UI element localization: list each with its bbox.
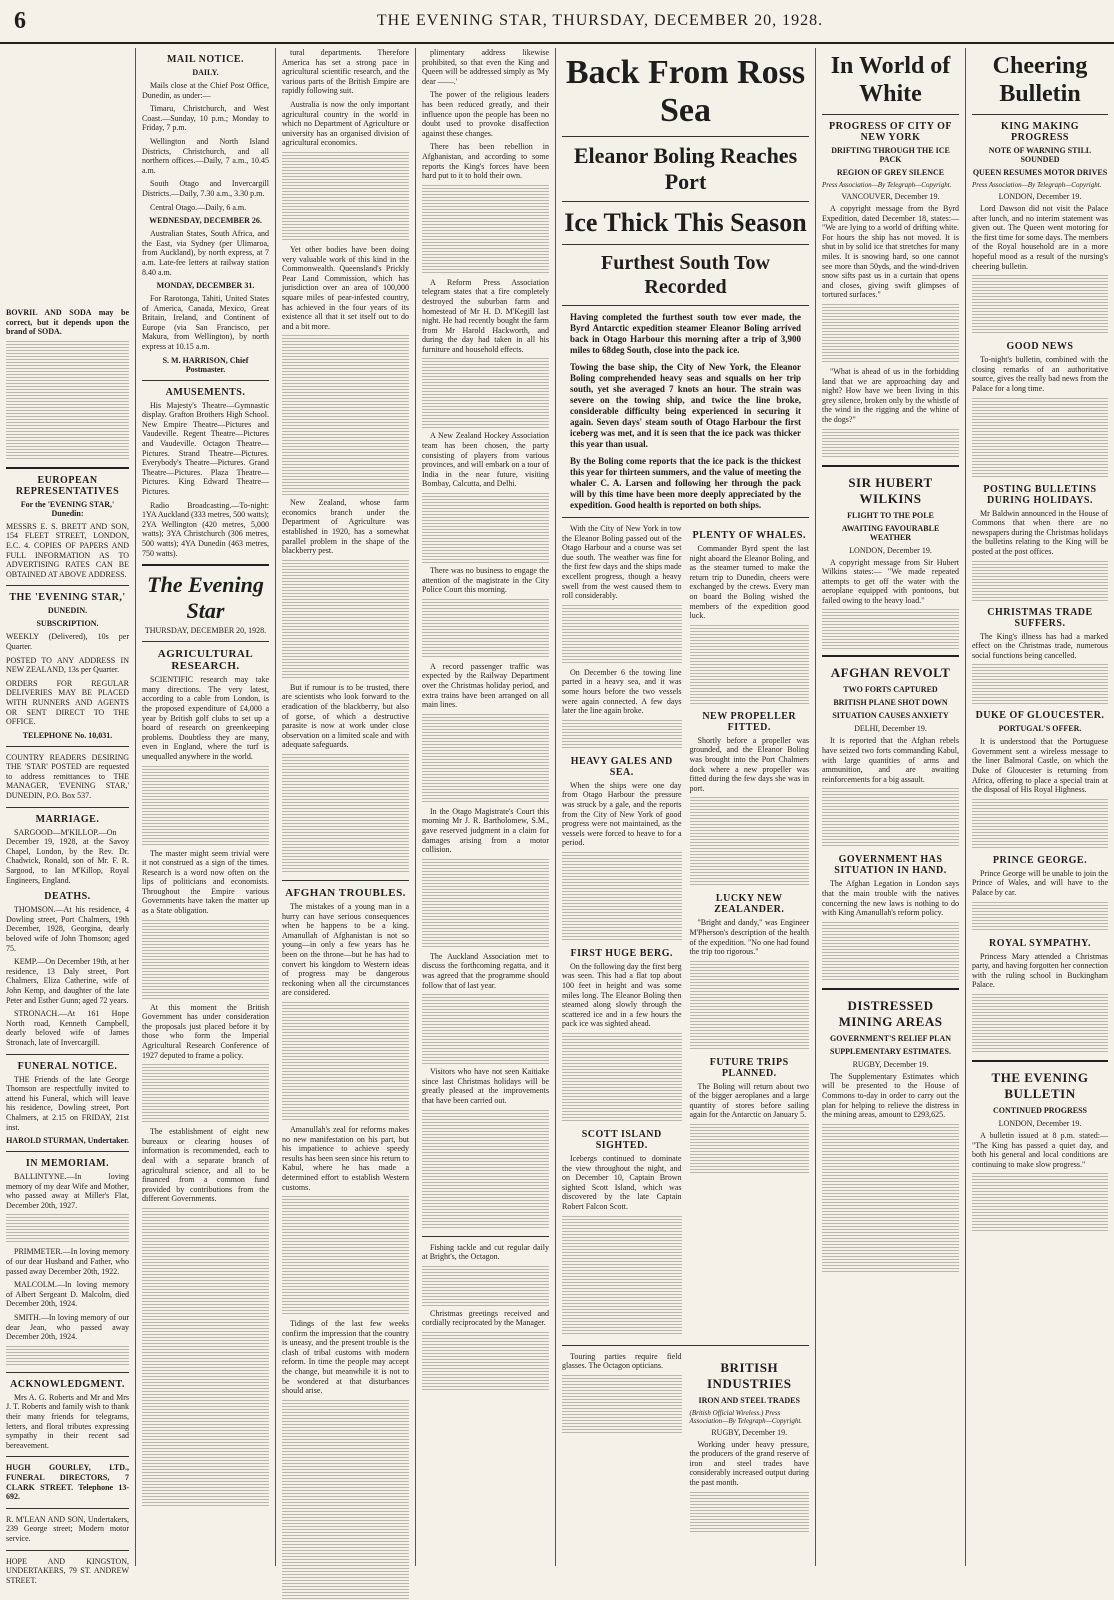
heavy-gales-heading: HEAVY GALES AND SEA. [570,755,673,778]
deaths-heading: DEATHS. [44,891,91,903]
story-paragraph: "Bright and dandy," was Engineer M'Pherson's description of the health of the expedition. "No one had found the trip too rigorous." [689,918,809,957]
column-cables-2 [966,48,1114,1566]
page-masthead [0,0,1114,44]
future-trips-heading: FUTURE TRIPS PLANNED. [709,1056,789,1079]
cable-paragraph: A copyright message from the Byrd Expedition, dated December 18, states:— "We are lying to a world of drifting white. For hours the ship has not moved. It is shut in by solid ice that stretches for many miles. It is snowing hard, so one cannot see more than 50yds, and the wind-driven snow sifts past us in a curtain that opens and closes, giving swift glimpses of tortured surfaces." [822,204,959,300]
running-head: THE EVENING STAR, THURSDAY, DECEMBER 20, 1928. [376,12,824,29]
story-paragraph: Commander Byrd spent the last night aboard the Eleanor Boling, and as the steamer turned to make the return trip to Dunedin, cheers were exchanged by the crews. Every man on board the Boling wished the members of the expedition good luck. [689,544,809,621]
editorial-paragraph: Yet other bodies have been doing very valuable work of this kind in the Commonwealth. Queensland's Prickly Pear Land Commission, which has jurisdiction over an area of 100,000 square miles of pear-infested country, has achieved in the four years of its existence all that it set itself out to do and a bit more. [282,244,409,331]
dateline: VANCOUVER, December 19. [841,192,940,201]
weather-sub: AWAITING FAVOURABLE WEATHER [841,523,940,542]
european-reps-heading: EUROPEAN REPRESENTATIVES [15,474,120,497]
marriage-notice: SARGOOD—M'KILLOP.—On December 19, 1928, at the Savoy Chapel, London, by the Rev. Dr. Chadwick, Ronald, son of Mr. F. R. Sargood, to Ian M'Killop, Royal Engineers, England. [6,827,129,885]
column-notices-editorial [136,48,276,1566]
editorial-paragraph: Tidings of the last few weeks confirm the impression that the country is uneasy, and the present trouble is the clash of tribal customs with modern reform. In time the people may accept the change, but meanwhile it is not to be wondered at that disturbances should arise. [282,1319,409,1396]
funeral-notice: THE Friends of the late George Thomson are respectfully invited to attend his Funeral, which will leave his residence, Dowling street, Port Chalmers, at 2.15 on FRIDAY, 21st inst. [6,1074,129,1132]
mail-paragraph: Central Otago.—Daily, 6 a.m. [150,202,247,212]
headline-primary: Back From Ross Sea [565,54,806,129]
mclean-ad: R. M'LEAN AND SON, Undertakers, 239 George street; Modern motor service. [6,1514,129,1543]
evening-star-sub: DUNEDIN. [47,606,88,616]
dateline: DELHI, December 19. [854,724,927,734]
dateline: RUGBY, December 19. [711,1427,788,1437]
news-paragraph: A Reform Press Association telegram states that a fire completely destroyed the suburban farm and homestead of Mr H. D. M'Kegill last night. He had recently bought the farm from Mr Harold Hackworth, and during the day had taken in all his furniture and household effects. [422,277,549,354]
mail-paragraph: Australian States, South Africa, and the East, via Sydney (per Ulimaroa, from Auckland), by north express, at 7 a.m. Late-fee letters at railway station 8.40 a.m. [142,229,269,277]
news-paragraph: Visitors who have not seen Kaitiake since last Christmas holidays will be greatly pleased at the improvements that have been carried out. [422,1067,549,1105]
story-paragraph: On December 6 the towing line parted in a heavy sea, and it was some hours before the two vessels were again connected. A few days later the line again broke. [562,667,682,716]
lead-paragraph: Having completed the furthest south tow ever made, the Byrd Antarctic expedition steamer Eleanor Boling arrived back in Otago Harbour this morning after a trip of 3,900 miles to 68deg South, close into the pack ice. [570,312,801,355]
editorial-paragraph: The establishment of eight new bureaux or clearing houses of information is recommended, each to deal with a separate branch of agricultural science, and all to be financed from a common fund provided by contributions from the different Governments. [142,1127,269,1204]
wednesday-heading: WEDNESDAY, DECEMBER 26. [149,216,262,226]
cable-paragraph: The Supplementary Estimates which will be presented to the House of Commons to-day in order to carry out the plan for helping to relieve the distress in the mining areas, amount to £293,625. [822,1071,959,1120]
story-paragraph: The Boling will return about two of the bigger aeroplanes and a large quantity of stores before sailing again for the Antarctic on January 5. [689,1081,809,1120]
british-industries-heading: BRITISH INDUSTRIES [707,1359,792,1391]
editorial-paragraph: But if rumour is to be trusted, there are scientists who look forward to the eradication of the blackberry, but also of gorse, of which a destructive parasite is now at work under close observation on a limited scale and with adequate safeguards. [282,682,409,750]
press-credit: Press Association—By Telegraph—Copyright. [822,181,952,189]
editorial-paragraph: The master might seem trivial were it not construed as a sign of the times. Research is a word now often on the lips of politicians and economists. Throughout the Empire various Governments have taken the matter up as a State obligation. [142,848,269,916]
editorial-paragraph: tural departments. Therefore America has set a strong pace in agricultural scientific research, and the various parts of the British Empire are rapidly following suit. [282,48,409,96]
monday-heading: MONDAY, DECEMBER 31. [156,281,255,291]
subscription-heading: SUBSCRIPTION. [36,619,99,629]
memoriam-notice: BALLINTYNE.—In loving memory of my dear Wife and Mother, who passed away at Miller's Flat, December 20th, 1927. [6,1172,129,1210]
afghan-troubles-heading: AFGHAN TROUBLES. [285,887,406,899]
cable-paragraph: The Afghan Legation in London says that the main trouble with the natives concerning the new laws is nothing to do with King Amanullah's reform policy. [822,879,959,918]
editorial-paragraph: Amanullah's zeal for reforms makes no new manifestation on his part, but his impatience to achieve speedy results has been seen since his return to Kabul, where he has made a determined effort to establish Western customs. [282,1124,409,1192]
news-paragraph: The power of the religious leaders has been reduced greatly, and their influence upon the people has been no doubt used to provoke disaffection against these changes. [422,90,549,138]
king-progress-heading: KING MAKING PROGRESS [1001,121,1079,143]
cable-paragraph: Lord Dawson did not visit the Palace after lunch, and no interim statement was given out. The Queen went motoring for the first time for some days. The members of the Royal household are in a more hopeful mood as a result of the nursing's cheering bulletin. [972,204,1108,271]
column-local-news [416,48,556,1566]
masthead-date: THURSDAY, DECEMBER 20, 1928. [144,626,267,636]
portugal-sub: PORTUGAL'S OFFER. [998,724,1082,734]
dateline: LONDON, December 19. [998,1119,1082,1128]
cable-paragraph: To-night's bulletin, combined with the closing remarks of an authoritative source, gives the really bad news from the Palace for a long time. [972,355,1108,393]
page-number: 6 [14,8,26,34]
cable-paragraph: A copyright message from Sir Hubert Wilkins states:— "We made repeated attempts to get off the water with the aeroplane equipped with pontoons, but failed owing to the heavy load." [822,557,959,605]
story-paragraph: With the City of New York in tow the Eleanor Boling passed out of the Otago Harbour and a course was set due south. The weather was fine for the first few days and the ships made excellent progress, though a heavy swell from the west caused them to roll considerably. [562,524,682,601]
newspaper-masthead: The Evening Star [147,572,264,624]
column-editorial-2 [276,48,416,1566]
flight-pole-sub: FLIGHT TO THE POLE [847,510,934,520]
main-story [556,48,816,1566]
hope-kingston-ad: HOPE AND KINGSTON, UNDERTAKERS, 79 ST. ANDREW STREET. [6,1556,129,1585]
orders-notice: ORDERS FOR REGULAR DELIVERIES MAY BE PLACED WITH RUNNERS AND AGENTS OR SENT DIRECT TO THE OFFICE. [6,678,129,727]
editorial-paragraph: The mistakes of a young man in a hurry can have serious consequences when he happens to be a king. Amanullah of Afghanistan is not so young—in only a few years has he been on the throne—but he has had to convert his kingdom to Western ideas of progress may be dangerous reckoning when all the circumstances are considered. [282,902,409,998]
country-readers: COUNTRY READERS DESIRING THE 'STAR' POSTED are requested to address remittances to THE MANAGER, 'EVENING STAR,' DUNEDIN, P.O. Box 537. [6,752,129,801]
mail-paragraph: Timaru, Christchurch, and West Coast.—Sunday, 10 p.m.; Monday to Friday, 7 p.m. [142,104,269,133]
news-paragraph: plimentary address likewise prohibited, so that even the King and Queen will be addressed simply as 'My dear ——.' [422,48,549,86]
lucky-zealander-heading: LUCKY NEW ZEALANDER. [714,893,785,916]
scott-island-heading: SCOTT ISLAND SIGHTED. [581,1129,662,1152]
cable-paragraph: Princess Mary attended a Christmas party, and having forgotten her connection with the ruling school in Buckingham Palace. [972,951,1108,990]
world-of-white-headline: In World of White [830,53,951,107]
news-paragraph: In the Otago Magistrate's Court this morning Mr J. R. Bartholomew, S.M., gave reserved judgment in a claim for damages arising from a motor collision. [422,806,549,855]
death-notice: KEMP.—On December 19th, at her residence, 13 Daly street, Port Chalmers, Eliza Catherine, wife of John Kemp, and daughter of the late Peter and Esther Gunn; aged 72 years. [6,957,129,1005]
headline-tertiary: Ice Thick This Season [564,208,807,237]
column-cables-1 [816,48,966,1566]
postmaster-signature: S. M. HARRISON, Chief Postmaster. [162,355,249,374]
death-notice: STRONACH.—At 161 Hope North road, Kenneth Campbell, dearly beloved wife of James Stronach, late of Invercargill. [6,1009,129,1047]
weekly-rate: WEEKLY (Delivered), 10s per Quarter. [6,632,129,651]
bovril-ad: BOVRIL AND SODA may be correct, but it depends upon the brand of SODA. [6,308,129,337]
telephone: TELEPHONE No. 10,031. [22,730,113,740]
dateline: LONDON, December 19. [849,545,932,555]
estimates-sub: SUPPLEMENTARY ESTIMATES. [830,1046,951,1056]
gloucester-heading: DUKE OF GLOUCESTER. [975,710,1105,722]
continued-progress-sub: CONTINUED PROGRESS [992,1106,1087,1115]
cable-paragraph: A bulletin issued at 8 p.m. stated:— "The King has passed a quiet day, and both his general and local conditions are continuing to make slow progress." [972,1131,1108,1169]
headline-quaternary: Furthest South Tow Recorded [601,252,770,298]
cable-paragraph: The King's illness has had a marked effect on the Christmas trade, numerous social functions being cancelled. [972,631,1108,660]
good-news-heading: GOOD NEWS [1006,341,1074,353]
story-paragraph: Shortly before a propeller was grounded, and the Eleanor Boling was brought into the Port Chalmers dock where a new propeller was fitted during the few days she was in port. [689,735,809,793]
classified-ad: Christmas greetings received and cordially reciprocated by the Manager. [422,1308,549,1328]
editorial-paragraph: SCIENTIFIC research may take many directions. The very latest, according to a cable from London, is the proposed expenditure of £4,000 a year by British golf clubs to set up a board of research on greenkeeping problems. Doubtless they are many, even in England, where the turf is unequalled anywhere in the world. [142,675,269,761]
dateline: RUGBY, December 19. [852,1059,929,1069]
posted-rate: POSTED TO ANY ADDRESS IN NEW ZEALAND, 13s per Quarter. [6,655,129,675]
royal-sympathy-heading: ROYAL SYMPATHY. [989,937,1091,949]
headline-secondary: Eleanor Boling Reaches Port [573,143,798,194]
death-notice: THOMSON.—At his residence, 4 Dowling street, Port Chalmers, 19th December, 1928, Georgina, dearly beloved wife of John Thomson; aged 75. [6,905,129,953]
news-paragraph: A New Zealand Hockey Association team has been chosen, the party consisting of players from various provinces, and will embark on a tour of India in the near future, visiting Bombay, Calcutta, and Delhi. [422,431,549,489]
acknowledgment-notice: Mrs A. G. Roberts and Mr and Mrs J. T. Roberts and family wish to thank their many friends for telegrams, letters, and floral tributes expressing sympathy in their recent sad bereavement. [6,1392,129,1450]
news-paragraph: There was no business to engage the attention of the magistrate in the City Police Court this morning. [422,566,549,595]
editorial-paragraph: New Zealand, whose farm economics branch under the Department of Agriculture was established in 1920, has a somewhat parallel problem in the shape of the blackberry pest. [282,498,409,556]
wilkins-heading: SIR HUBERT WILKINS [848,474,933,506]
news-paragraph: The Auckland Association met to discuss the forthcoming regatta, and it was agreed that the programme should follow that of last year. [422,951,549,990]
mail-paragraph: For Rarotonga, Tahiti, United States of America, Canada, Mexico, Great Britain, Ireland, and Continent of Europe (via San Francisco, per Makura, from Wellington), by north express at 10.15 a.m. [142,294,269,352]
press-credit: (British Official Wireless.) Press Association—By Telegraph—Copyright. [689,1408,803,1425]
forts-captured-sub: TWO FORTS CAPTURED [843,685,938,695]
mail-paragraph: Wellington and North Island Districts, Christchurch, and all northern offices.—Daily, 7 a.m., 10.45 a.m. [142,136,269,175]
city-new-york-heading: PROGRESS OF CITY OF NEW YORK [829,121,952,143]
anxiety-sub: SITUATION CAUSES ANXIETY [832,711,949,721]
cable-paragraph: Prince George will be unable to join the Prince of Wales, and will have to the Palace by car. [972,868,1108,898]
press-credit: Press Association—By Telegraph—Copyright. [972,181,1102,189]
story-paragraph: Working under heavy pressure, the producers of the grand reserve of iron and steel trades have considerably increased output during the past month. [689,1439,809,1487]
cable-paragraph: Mr Baldwin announced in the House of Commons that when there are no newspapers during the Christmas holidays the bulletins relating to the King will be posted at the post offices. [972,508,1108,556]
funeral-signature: HAROLD STURMAN, Undertaker. [6,1136,129,1146]
mail-notice-heading: MAIL NOTICE. [166,54,245,65]
evening-star-heading: THE 'EVENING STAR,' [9,592,126,604]
relief-plan-sub: GOVERNMENT'S RELIEF PLAN [829,1033,952,1043]
cheering-bulletin-headline: Cheering Bulletin [992,53,1088,107]
lead-paragraph: By the Boling come reports that the ice pack is the thickest this year for thirteen summers, and the value of meeting the whaler C. A. Larsen and following her through the pack will by this time have been more deeply appreciated by the expedition. Good health is reported on both ships. [570,456,801,510]
government-situation-heading: GOVERNMENT HAS SITUATION IN HAND. [834,854,947,877]
evening-bulletin-heading: THE EVENING BULLETIN [991,1070,1089,1101]
drifting-sub: DRIFTING THROUGH THE ICE PACK [831,146,950,164]
cable-paragraph: It is reported that the Afghan rebels have seized two forts commanding Kabul, with large quantities of arms and ammunition, and are awaiting reinforcements for a big assault. [822,736,959,784]
bottom-ad: Touring parties require field glasses. The Octagon opticians. [562,1351,682,1371]
whales-heading: PLENTY OF WHALES. [692,530,806,541]
radio-list: Radio Broadcasting.—To-night: 1YA Auckland (333 metres, 500 watts); 2YA Wellington (420 metres, 5,000 watts); 3YA Christchurch (306 metres, 500 watts); 4YA Dunedin (463 metres, 750 watts). [142,500,269,558]
propeller-heading: NEW PROPELLER FITTED. [702,710,797,733]
memoriam-notice: SMITH.—In loving memory of our dear Jean, who passed away December 20th, 1924. [6,1313,129,1342]
prince-george-heading: PRINCE GEORGE. [992,854,1088,866]
grey-silence-sub: REGION OF GREY SILENCE [836,168,945,177]
editorial-paragraph: At this moment the British Government has under consideration the proposals just placed before it by those who form the Imperial Agricultural Research Conference of 1927 deputed to frame a policy. [142,1002,269,1060]
european-reps-body: MESSRS E. S. BRETT AND SON, 154 FLEET STREET, LONDON, E.C. 4. COPIES OF PAPERS AND FULL INFORMATION AS TO ADVERTISING RATES CAN BE OBTAINED AT ABOVE ADDRESS. [6,521,129,579]
story-paragraph: On the following day the first berg was seen. This had a flat top about 100 feet in height and was some miles long. The Eleanor Boling then steamed along slowly through the scattered ice and in a few hours the pack ice was sighted ahead. [562,961,682,1029]
news-paragraph: A record passenger traffic was expected by the Railway Department over the Christmas holiday period, and extra trains have been arranged on all main lines. [422,661,549,710]
amusements-list: His Majesty's Theatre—Gymnastic display. Grafton Brothers High School. New Empire Theatre—Pictures and Vaudeville. Regent Theatre—Pictures and Vaudeville. Octagon Theatre—Pictures. Strand Theatre—Pictures. Everybody's Theatre—Pictures. Grand Theatre—Pictures. Plaza Theatre—Pictures. King Edward Theatre—Pictures. [142,400,269,496]
queen-drives-sub: QUEEN RESUMES MOTOR DRIVES [972,168,1108,177]
lead-paragraph: Towing the base ship, the City of New York, the Eleanor Boling comprehended heavy seas and squalls on her trip south, yet she averaged 7 knots an hour. The strain was severe on the towing ship, and twice the line broke, considerable difficulty being experienced in securing it again. Seven days' steam south of Otago Harbour the first iceberg was met, and it is seen that the ice pack was thicker this year than usual. [570,362,801,449]
christmas-trade-heading: CHRISTMAS TRADE SUFFERS. [987,606,1093,629]
posting-bulletins-heading: POSTING BULLETINS DURING HOLIDAYS. [983,483,1097,506]
story-paragraph: When the ships were one day from Otago Harbour the pressure was struck by a gale, and the reports from the City of New York of good progress were not maintained, as the vessels were forced to heave to for a period. [562,780,682,848]
column-classifieds [0,48,136,1585]
afghan-revolt-heading: AFGHAN REVOLT [830,665,951,681]
amusements-heading: AMUSEMENTS. [165,386,246,398]
marriage-heading: MARRIAGE. [35,813,100,825]
cable-paragraph: It is understood that the Portuguese Government sent a wireless message to the liner Balmoral Castle, on which the Duke of Gloucester is returning from Africa, offering to place a special train at the disposal of His Royal Highness. [972,737,1108,795]
plane-shot-sub: BRITISH PLANE SHOT DOWN [833,698,948,708]
funeral-heading: FUNERAL NOTICE. [17,1060,118,1072]
dateline: LONDON, December 19. [998,192,1082,201]
warning-sub: NOTE OF WARNING STILL SOUNDED [988,146,1092,164]
memoriam-notice: MALCOLM.—In loving memory of Albert Sergeant D. Malcolm, died December 20th, 1924. [6,1280,129,1309]
first-berg-heading: FIRST HUGE BERG. [570,947,674,959]
news-paragraph: There has been rebellion in Afghanistan, and according to some reports the King's forces have been hard put to it to hold their own. [422,142,549,181]
mail-paragraph: South Otago and Invercargill Districts.—Daily, 7.30 a.m., 3.30 p.m. [142,179,269,198]
editorial-paragraph: Australia is now the only important agricultural country in the world in which no Department of Agriculture or university has an organised division of agricultural economics. [282,99,409,148]
gourley-ad: HUGH GOURLEY, LTD., FUNERAL DIRECTORS, 7 CLARK STREET. Telephone 13-692. [6,1463,129,1502]
british-industries-sub: IRON AND STEEL TRADES [698,1395,800,1405]
cable-paragraph: "What is ahead of us in the forbidding land that we are approaching day and night? How have we been living in this grey silence, broken only by the whistle of the wind in the rigging and the whine of the dogs?" [822,366,959,424]
daily-heading: DAILY. [192,68,219,77]
classified-ad: Fishing tackle and cut regular daily at Bright's, the Octagon. [422,1242,549,1262]
story-paragraph: Icebergs continued to dominate the view throughout the night, and on December 10, Captain Brown sighted Scott Island, which was discovered by the late Captain Robert Falcon Scott. [562,1154,682,1211]
acknowledgment-heading: ACKNOWLEDGMENT. [10,1378,125,1390]
agricultural-research-heading: AGRICULTURAL RESEARCH. [157,648,254,673]
european-reps-sub: For the 'EVENING STAR,' Dunedin: [20,499,115,518]
mining-areas-heading: DISTRESSED MINING AREAS [838,997,943,1029]
memoriam-notice: PRIMMETER.—In loving memory of our dear Husband and Father, who passed away December 20th, 1922. [6,1247,129,1276]
memoriam-heading: IN MEMORIAM. [25,1158,110,1170]
mail-paragraph: Mails close at the Chief Post Office, Dunedin, as under:— [142,81,269,100]
